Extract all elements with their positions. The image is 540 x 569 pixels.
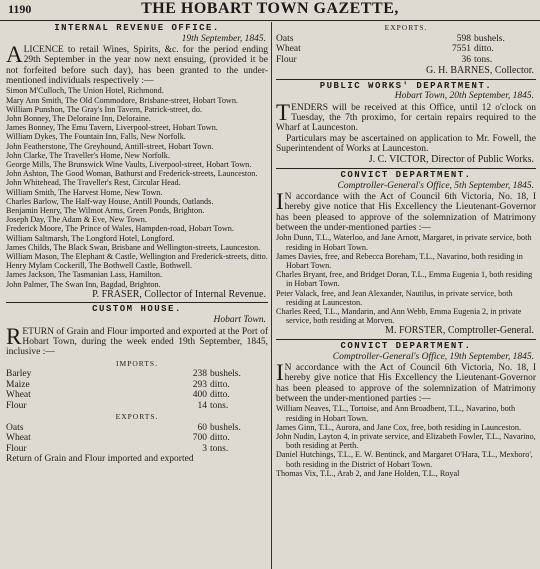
comptroller-signature: M. FORSTER, Comptroller-General. <box>385 325 534 337</box>
row-unit: ditto. <box>210 390 230 401</box>
list-item: James Ginn, T.L., Aurora, and Jane Cox, free, both residing in Launceston. <box>276 422 522 432</box>
row-quantity: 3 <box>202 443 207 454</box>
licensee-list <box>6 86 268 288</box>
convict-dept-date: Comptroller-General's Office, 5th September, 1845. <box>337 180 534 191</box>
public-works-title: PUBLIC WORKS' DEPARTMENT. <box>319 80 493 91</box>
list-item: Peter Valack, free, and Jean Alexander, Nautilus, in private service, both residing at Launceston. <box>276 288 513 307</box>
list-item: Henry Mylam Cockerill, The Bothwell Castle, Bothwell. <box>6 261 193 271</box>
table-row <box>6 444 268 455</box>
list-item: Thomas Vix, T.L., Arab 2, and Jane Holden, T.L., Royal <box>276 468 460 478</box>
list-item: James Childs, The Black Swan, Brisbane and Wellington-streets, Launceston. <box>6 242 261 252</box>
list-item: James Jackson, The Tasmanian Lass, Hamilton. <box>6 270 163 280</box>
list-item: John Palmer, The Swan Inn, Bagdad, Brighton. <box>6 279 161 289</box>
convict-dept-body: I N accordance with the Act of Council 6th Victoria, No. 18, I hereby give notice that His Excellency the Lieutenant-Governor has been pleased to approve of the solemnization of Matrimony between the under-mentioned parties :— <box>276 189 536 234</box>
table-row <box>276 34 536 45</box>
page-header <box>0 0 540 21</box>
row-quantity: 293 <box>192 379 207 390</box>
row-quantity: 36 <box>461 54 471 65</box>
list-item: William Dykes, The Fountain Inn, Falls, New Norfolk. <box>6 132 186 142</box>
list-item: Joseph Day, The Adam & Eve, New Town. <box>6 215 147 225</box>
gazette-title: THE HOBART TOWN GAZETTE, <box>141 0 399 17</box>
row-unit: tons. <box>210 400 229 411</box>
custom-house-body: RETURN of Grain and Flour imported and exported at the Port of Hobart Town, during the week ended 19th September, 1845, inclusive :— <box>6 323 268 358</box>
section-divider <box>276 168 536 169</box>
column-divider <box>271 22 272 569</box>
list-item: William Neaves, T.L., Tortoise, and Ann Broadbent, T.L., Navarino, both residing in Hobart Town. <box>276 404 516 423</box>
row-item: Flour <box>6 443 27 454</box>
internal-revenue-title: INTERNAL REVENUE OFFICE. <box>54 23 220 33</box>
list-item: James Davies, free, and Rebecca Boreham, T.L., Navarino, both residing in Hobart Town. <box>276 251 523 270</box>
table-row <box>6 433 268 444</box>
custom-house-place: Hobart Town. <box>213 315 266 326</box>
row-item: Wheat <box>6 433 31 444</box>
page-number: 1190 <box>8 2 32 16</box>
convict-dept-body-2: I N accordance with the Act of Council 6th Victoria, No. 18, I hereby give notice that His Excellency the Lieutenant-Governor has been pleased to approve of the solemnization of Matrimony between the under-mentioned parties :— <box>276 360 536 405</box>
section-divider <box>6 302 268 303</box>
marriage-list <box>276 233 536 325</box>
drop-cap: T <box>276 99 291 125</box>
convict-dept-title-2: CONVICT DEPARTMENT. <box>340 340 472 351</box>
row-item: Oats <box>276 33 294 44</box>
list-item: John Nudin, Layton 4, in private service, and Elizabeth Fowler, T.L., Navarino, both residing at Perth. <box>276 431 536 451</box>
row-unit: ditto. <box>474 44 494 55</box>
drop-cap: I <box>276 360 284 386</box>
row-quantity: 60 <box>197 422 207 433</box>
list-item: John Whitehead, The Traveller's Rest, Circular Head. <box>6 178 181 188</box>
public-works-signature: J. C. VICTOR, Director of Public Works. <box>368 154 534 166</box>
list-item: Charles Bryant, free, and Bridget Doran, T.L., Emma Eugenia 1, both residing in Hobart Town. <box>276 270 533 289</box>
list-item: Simon M'Culloch, The Union Hotel, Richmond. <box>6 86 164 96</box>
list-item: Daniel Hutchings, T.L., E. W. Bentinck, and Margaret O'Hara, T.L., Mexboro', both residing in the District of Hobart Town. <box>276 450 533 469</box>
list-item: James Bonney, The Emu Tavern, Liverpool-street, Hobart Town. <box>6 123 218 133</box>
custom-house-footer: Return of Grain and Flour imported and exported <box>6 454 194 465</box>
public-works-body: TENDERS will be received at this Office, until 12 o'clock on Tuesday, the 7th proximo, for certain repairs required to the Wharf at Launceston. <box>276 99 536 134</box>
list-item: John Bonney, The Deloraine Inn, Deloraine. <box>6 113 151 123</box>
internal-revenue-body: ALICENCE to retail Wines, Spirits, &c. for the period ending 29th September in the year now next ensuing, (provided it be not forfeited before such day), has been granted to the under-mentioned individuals respectively :— <box>6 42 268 87</box>
row-unit: tons. <box>474 54 493 65</box>
public-works-date: Hobart Town, 20th September, 1845. <box>394 91 534 102</box>
row-item: Flour <box>6 400 27 411</box>
row-item: Wheat <box>6 390 31 401</box>
row-unit: ditto. <box>210 433 230 444</box>
left-column <box>6 22 268 569</box>
row-unit: bushels. <box>210 369 241 380</box>
list-item: Benjamin Henry, The Wilmot Arms, Green Ponds, Brighton. <box>6 206 205 216</box>
row-quantity: 238 <box>192 369 207 380</box>
marriage-list-2 <box>276 404 536 478</box>
section-divider <box>276 79 536 80</box>
list-item: William Mason, The Elephant & Castle, Wellington and Frederick-streets, ditto. <box>6 252 268 262</box>
internal-revenue-signature: P. FRASER, Collector of Internal Revenue. <box>92 288 266 300</box>
exports-label: EXPORTS. <box>115 412 159 422</box>
internal-revenue-date: 19th September, 1845. <box>181 33 266 44</box>
list-item: John Clarke, The Traveller's Home, New Norfolk. <box>6 150 170 160</box>
table-row <box>6 401 268 412</box>
right-exports-label: EXPORTS. <box>384 23 428 32</box>
convict-dept-title: CONVICT DEPARTMENT. <box>340 169 472 180</box>
row-unit: bushels. <box>210 422 241 433</box>
list-item: Charles Reed, T.L., Mandarin, and Ann Webb, Emma Eugenia 2, in private service, both residing at Morven. <box>276 306 522 326</box>
table-row <box>6 390 268 401</box>
convict-dept-date-2: Comptroller-General's Office, 19th September, 1845. <box>332 351 534 362</box>
right-column <box>276 22 536 569</box>
imports-label: IMPORTS. <box>116 358 158 368</box>
imports-table <box>6 369 268 411</box>
section-divider <box>276 339 536 340</box>
list-item: John Ashton, The Good Woman, Bathurst and Frederick-streets, Launceston. <box>6 169 258 179</box>
drop-cap: R <box>6 323 22 349</box>
row-quantity: 14 <box>197 400 207 411</box>
collector-signature: G. H. BARNES, Collector. <box>425 65 534 77</box>
list-item: Charles Barlow, The Half-way House, Antill Pounds, Oatlands. <box>6 196 214 206</box>
row-quantity: 400 <box>192 390 207 401</box>
list-item: John Featherstone, The Greyhound, Antill-street, Hobart Town. <box>6 141 214 151</box>
row-unit: tons. <box>210 443 229 454</box>
list-item: John Dunn, T.L., Waterloo, and Jane Arnott, Margaret, in private service, both residing in Hobart Town. <box>276 233 532 252</box>
table-row <box>6 380 268 391</box>
table-row <box>6 369 268 380</box>
row-quantity: 7551 <box>452 44 471 55</box>
row-item: Maize <box>6 379 30 390</box>
list-item: William Saltmarsh, The Longford Hotel, Longford. <box>6 233 175 243</box>
list-item: Frederick Moore, The Prince of Wales, Hampden-road, Hobart Town. <box>6 224 234 234</box>
row-quantity: 598 <box>456 33 471 44</box>
list-item: William Punshon, The Gray's Inn Tavern, Patrick-street, do. <box>6 104 203 114</box>
drop-cap: A <box>6 42 23 68</box>
right-exports-table <box>276 34 536 66</box>
list-item: William Smith, The Harvest Home, New Town. <box>6 187 163 197</box>
row-unit: ditto. <box>210 379 230 390</box>
table-row <box>6 423 268 434</box>
list-item: Mary Ann Smith, The Old Commodore, Brisbane-street, Hobart Town. <box>6 95 238 105</box>
exports-table <box>6 423 268 455</box>
row-item: Barley <box>6 369 32 380</box>
public-works-body2: Particulars may be ascertained on application to Mr. Fowell, the Superintendent of Works at Launceston. <box>276 133 536 155</box>
table-row <box>276 44 536 55</box>
drop-cap: I <box>276 189 284 215</box>
row-item: Flour <box>276 54 297 65</box>
row-item: Wheat <box>276 44 301 55</box>
row-item: Oats <box>6 422 24 433</box>
row-unit: bushels. <box>474 33 505 44</box>
list-item: George Mills, The Brunswick Wine Vaults, Liverpool-street, Hobart Town. <box>6 160 252 169</box>
custom-house-title: CUSTOM HOUSE. <box>92 304 182 315</box>
table-row <box>276 55 536 66</box>
row-quantity: 700 <box>192 433 207 444</box>
